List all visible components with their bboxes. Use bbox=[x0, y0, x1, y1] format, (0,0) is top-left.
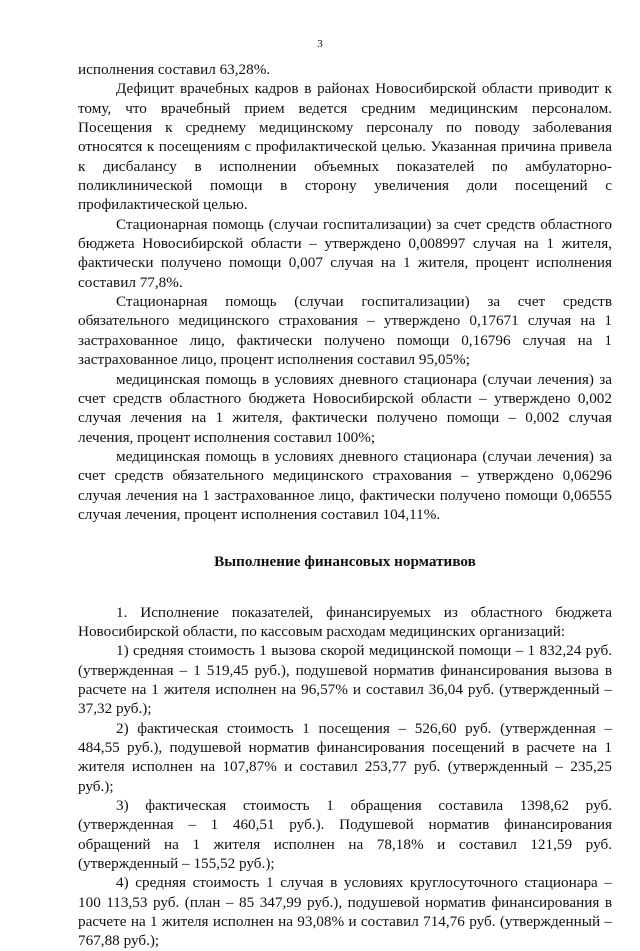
section-heading: Выполнение финансовых нормативов bbox=[214, 553, 476, 571]
list-item-ambulance-cost: 1) средняя стоимость 1 вызова скорой медицинской помощи – 1 832,24 руб. (утвержденная – 1 519,45 руб.), подушевой норматив финансирования вызова в расчете на 1 жителя исполнен на 96,57% и составил 36,04 руб. (утвержденный – 37,32 руб.); bbox=[78, 642, 612, 718]
list-item-visit-cost: 2) фактическая стоимость 1 посещения – 526,60 руб. (утвержденная – 484,55 руб.), подушевой норматив финансирования посещений в расчете на 1 жителя исполнен на 107,87% и составил 253,77 руб. (утвержденный – 235,25 руб.); bbox=[78, 719, 612, 795]
paragraph-staff-deficit: Дефицит врачебных кадров в районах Новосибирской области приводит к тому, что врачебный прием ведется средним медицинским персоналом. Посещения к среднему медицинскому персоналу по поводу заболевания относятся к посещениям с профилактической целью. Указанная причина привела к дисбалансу в исполнении объемных показателей по амбулаторно-поликлинической помощи в сторону увеличения доли посещений с профилактической целью. bbox=[78, 80, 612, 214]
paragraph-inpatient-regional-budget: Стационарная помощь (случаи госпитализации) за счет средств областного бюджета Новосибирской области – утверждено 0,008997 случая на 1 жителя, фактически получено помощи 0,007 случая на 1 жителя, процент исполнения составил 77,8%. bbox=[78, 215, 612, 291]
paragraph-day-hospital-insurance: медицинская помощь в условиях дневного стационара (случаи лечения) за счет средств обязательного медицинского страхования – утверждено 0,06296 случая лечения на 1 застрахованное лицо, фактически получено помощи 0,06555 случая лечения, процент исполнения составил 104,11%. bbox=[78, 447, 612, 523]
paragraph-continuation: исполнения составил 63,28%. bbox=[78, 61, 271, 78]
paragraph-inpatient-insurance: Стационарная помощь (случаи госпитализации) за счет средств обязательного медицинского страхования – утверждено 0,17671 случая на 1 застрахованное лицо, фактически получено помощи 0,16796 случая на 1 застрахованное лицо, процент исполнения составил 95,05%; bbox=[78, 293, 612, 369]
document-body bbox=[78, 60, 612, 951]
list-item-appeal-cost: 3) фактическая стоимость 1 обращения составила 1398,62 руб. (утвержденная – 1 460,51 руб.). Подушевой норматив финансирования обращений на 1 жителя исполнен на 78,18% и составил 121,59 руб. (утвержденный – 155,52 руб.); bbox=[78, 797, 612, 873]
paragraph-day-hospital-regional-budget: медицинская помощь в условиях дневного стационара (случаи лечения) за счет средств областного бюджета Новосибирской области – утверждено 0,002 случая лечения на 1 жителя, фактически получено помощи – 0,002 случая лечения, процент исполнения составил 100%; bbox=[78, 370, 612, 446]
list-item-inpatient-case-cost: 4) средняя стоимость 1 случая в условиях круглосуточного стационара – 100 113,53 руб. (план – 85 347,99 руб.), подушевой норматив финансирования в расчете на 1 жителя исполнен на 93,08% и составил 714,76 руб. (утвержденный – 767,88 руб.); bbox=[78, 874, 612, 950]
page-number: 3 bbox=[317, 38, 323, 50]
paragraph-financial-indicators: 1. Исполнение показателей, финансируемых из областного бюджета Новосибирской области, по кассовым расходам медицинских организаций: bbox=[78, 603, 612, 640]
